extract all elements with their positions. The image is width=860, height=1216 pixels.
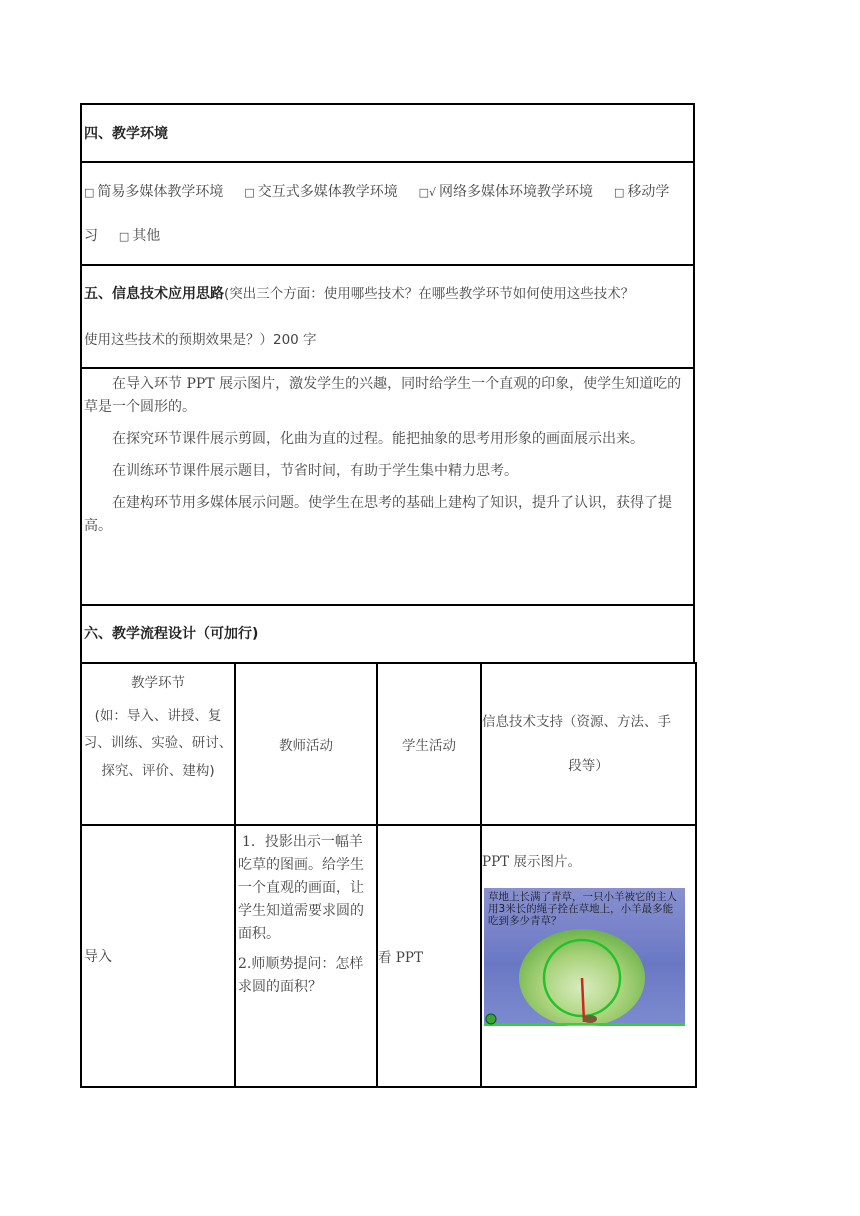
paragraph: 在训练环节课件展示题目，节省时间，有助于学生集中精力思考。 [112, 463, 518, 479]
sheep-icon [583, 1015, 597, 1023]
grass-field [519, 929, 645, 1026]
slide-caption: 草地上长满了青草，一只小羊被它的主人用3米长的绳子拴在草地上，小羊最多能吃到多少青草？ [488, 891, 677, 927]
header-stage: 教学环节 (如：导入、讲授、复 习、训练、实验、研讨、 探究、评价、建构) [81, 663, 235, 825]
section5-header [80, 266, 695, 369]
checkbox-checked-icon: □√ [418, 186, 437, 199]
section5-title-line2: 使用这些技术的预期效果是？）200 字 [84, 332, 317, 348]
checkbox-icon: □ [84, 186, 95, 199]
row-stage: 导入 [81, 825, 235, 1087]
option-other[interactable]: □ 其他 [118, 228, 161, 244]
option-simple[interactable]: □ 简易多媒体教学环境 [84, 184, 224, 200]
row-student: 看 PPT [377, 825, 481, 1087]
flow-table [80, 662, 697, 1088]
checkbox-icon: □ [244, 186, 255, 199]
teacher-step-1: 1．投影出示一幅羊吃草的图画。给学生一个直观的画面，让学生知道需要求圆的面积。 [238, 834, 364, 942]
header-tech: 信息技术支持（资源、方法、手 段等） [481, 663, 696, 825]
section4-header [80, 103, 695, 163]
paragraph: 在探究环节课件展示剪圆，化曲为直的过程。能把抽象的思考用形象的画面展示出来。 [112, 431, 644, 447]
section4-options [80, 163, 695, 266]
section5-title: 五、信息技术应用思路 [84, 286, 224, 302]
table-row [81, 825, 696, 1087]
teacher-step-2: 2.师顺势提问：怎样求圆的面积？ [238, 956, 364, 995]
option-interactive[interactable]: □ 交互式多媒体教学环境 [244, 184, 398, 200]
ppt-slide-image [484, 888, 685, 1026]
option-mobile[interactable]: □ 移动学 [613, 184, 670, 200]
section6-title: 六、教学流程设计（可加行) [84, 626, 259, 642]
section4-title: 四、教学环境 [84, 126, 168, 142]
header-teacher: 教师活动 [235, 663, 377, 825]
checkbox-icon: □ [118, 230, 130, 243]
header-student: 学生活动 [377, 663, 481, 825]
section5-body [80, 369, 695, 606]
play-button-icon[interactable] [486, 1014, 496, 1024]
section5-title-note: (突出三个方面：使用哪些技术？在哪些教学环节如何使用这些技术？ [224, 286, 635, 302]
checkbox-icon: □ [613, 186, 625, 199]
table-header-row [81, 663, 696, 825]
paragraph: 在导入环节 PPT 展示图片，激发学生的兴趣，同时给学生一个直观的印象，使学生知道吃的草是一个圆形的。 [84, 376, 682, 415]
row-teacher [235, 825, 377, 1087]
option-network[interactable]: □√ 网络多媒体环境教学环境 [418, 184, 594, 200]
option-mobile-wrap: 习 [84, 228, 98, 244]
section6-header [80, 606, 695, 664]
lesson-plan-form [80, 103, 695, 1088]
paragraph: 在建构环节用多媒体展示问题。使学生在思考的基础上建构了知识，提升了认识，获得了提高。 [84, 495, 672, 534]
row-tech: PPT 展示图片。 草地上长满了青草，一只小羊被它的主人用3米长的绳子拴在草地上，小羊最多能吃到多少青草？ [481, 825, 696, 1087]
